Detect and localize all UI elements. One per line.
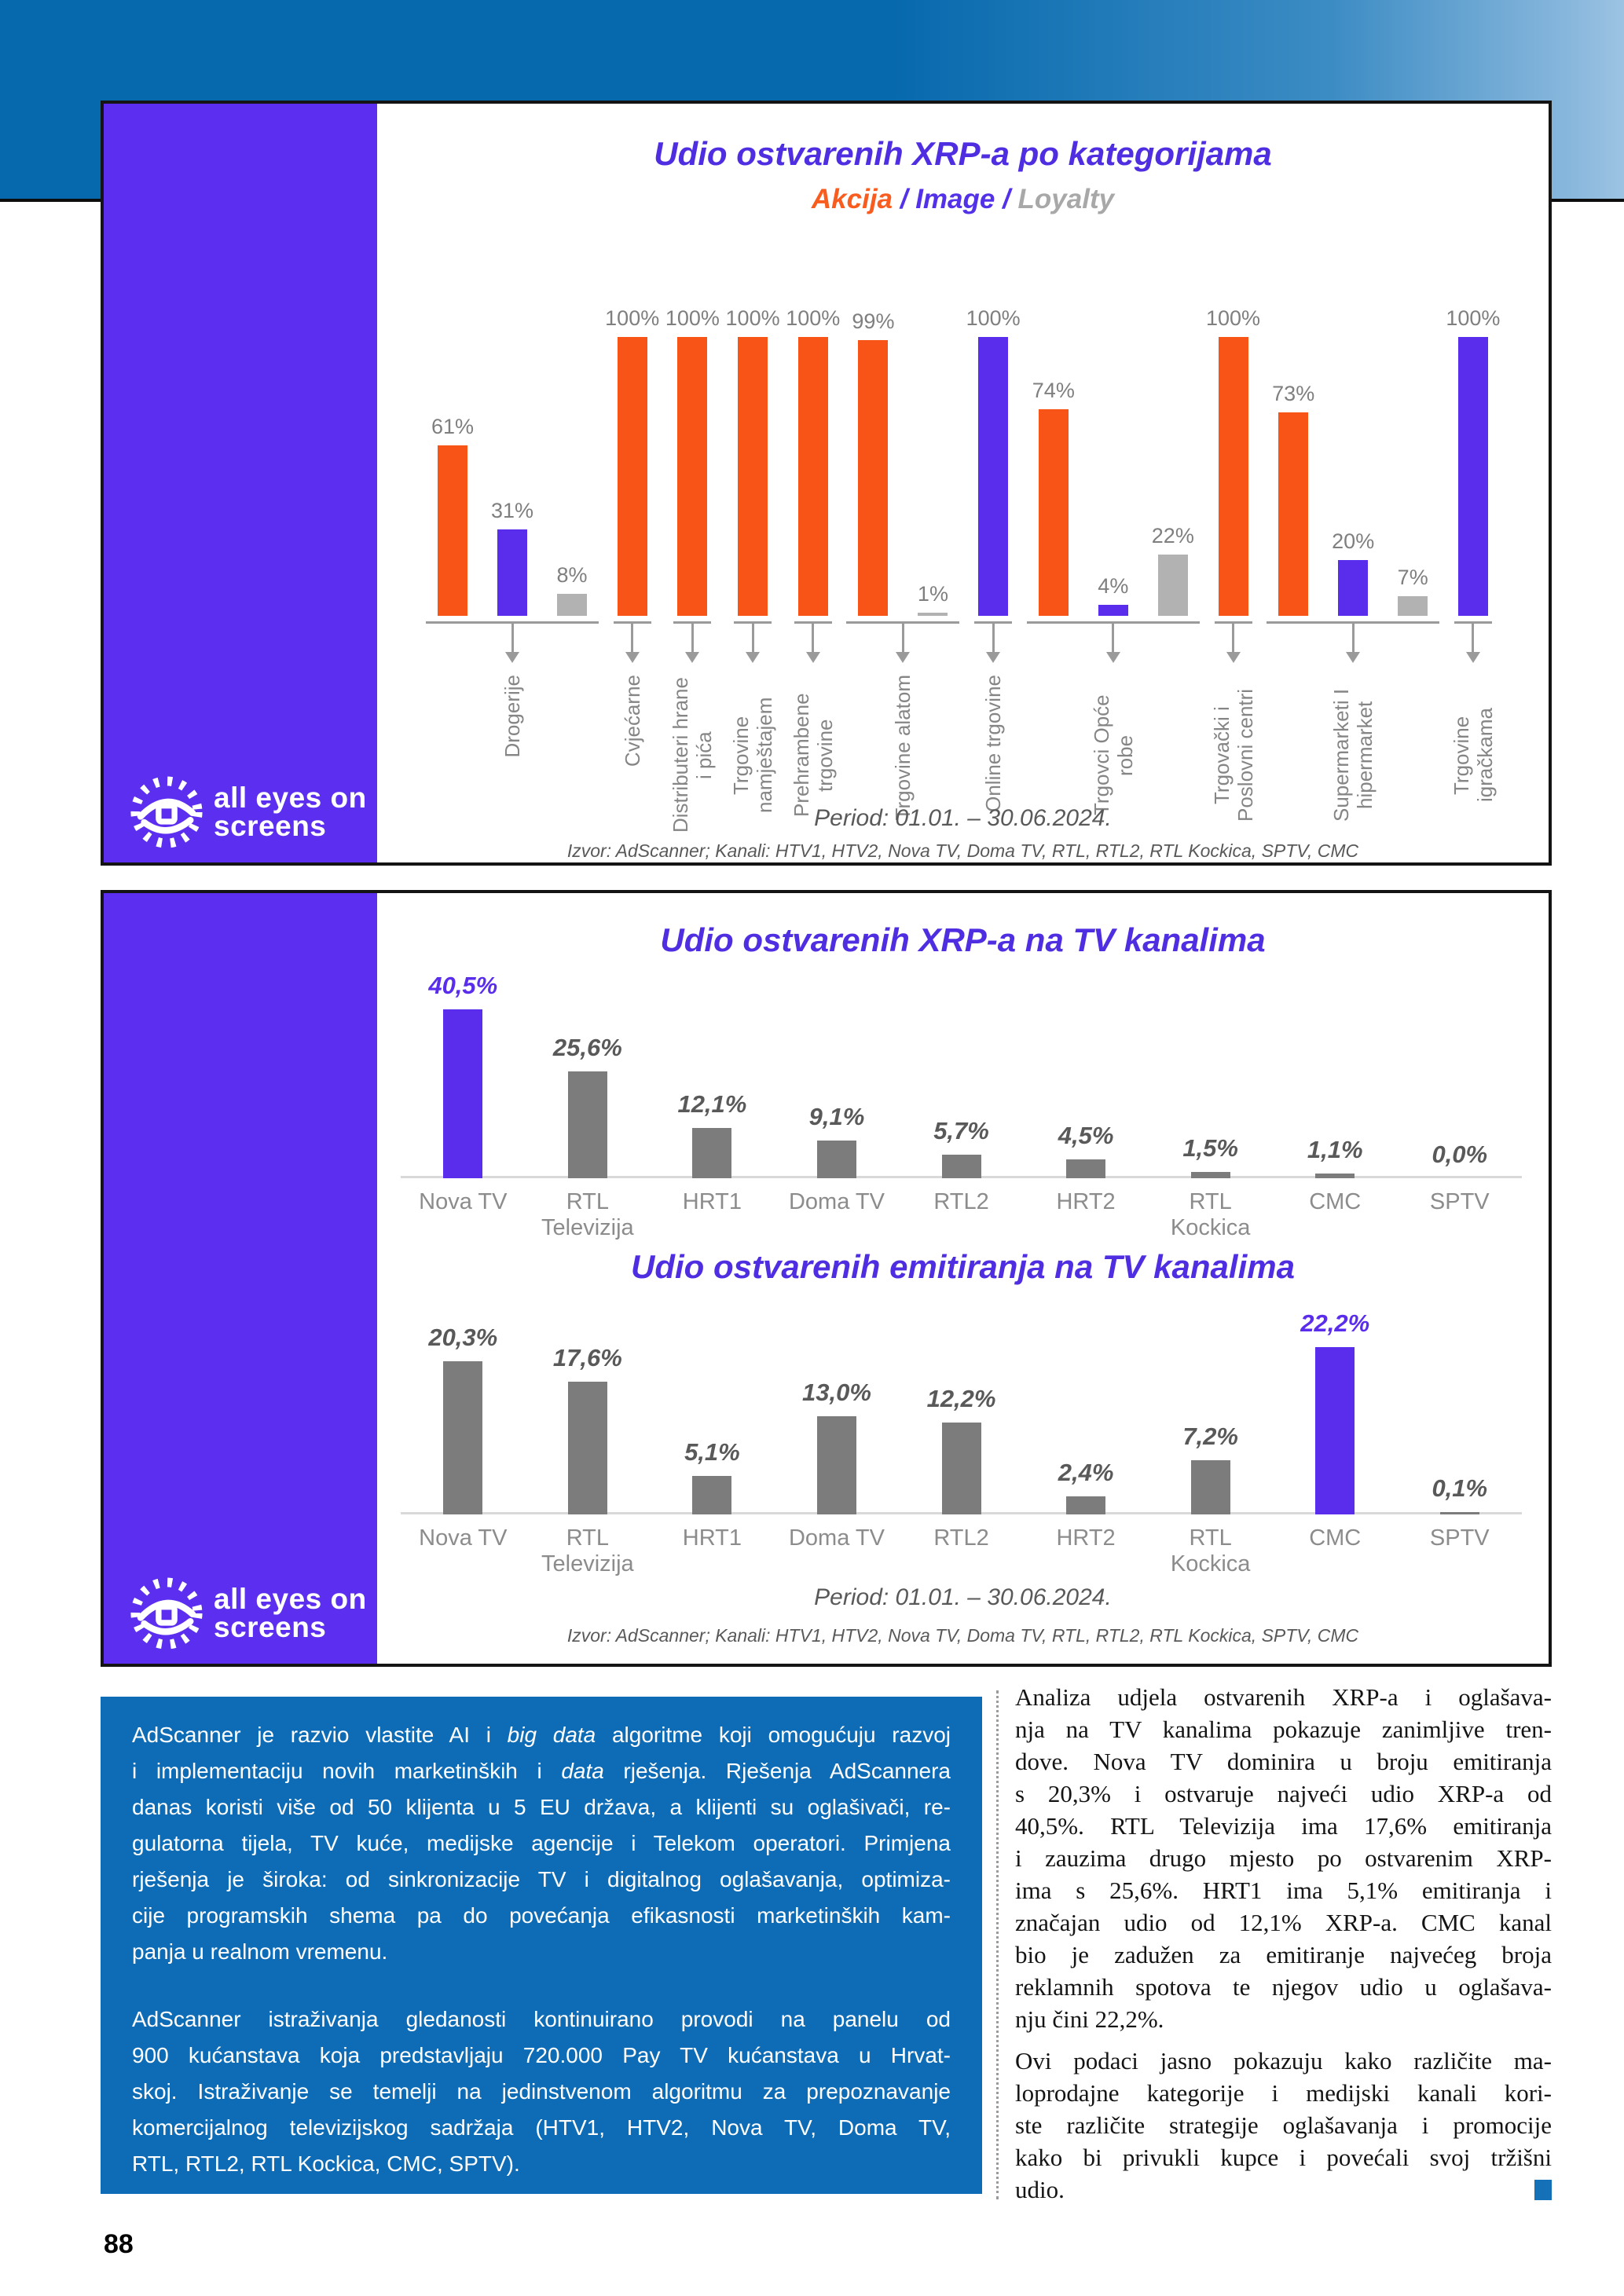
text-segment: algoritme koji omogućuju razvoj (596, 1723, 951, 1747)
bar-loyalty (1398, 596, 1428, 616)
category-label-text: Cvjećarne (620, 675, 644, 767)
text-segment: rješenja. Rješenja AdScannera (603, 1759, 951, 1783)
tv-bar (1440, 1512, 1479, 1514)
legend-part: Image (915, 184, 995, 214)
tv-bar-value-label: 5,1% (684, 1438, 740, 1466)
eye-burst-icon (130, 1577, 203, 1650)
axis-arrow-head (1466, 652, 1480, 663)
bar-value-label: 100% (665, 306, 720, 330)
text-segment: 40,5%. RTL Televizija ima 17,6% emitiranja (1015, 1812, 1552, 1840)
italic-text: big data (507, 1723, 596, 1747)
axis-arrow-stem (511, 624, 514, 652)
tv-bar-value-label: 1,5% (1182, 1134, 1238, 1162)
bar-slot (1024, 333, 1083, 616)
bar-slot (963, 306, 1023, 616)
tv-bar-slot (650, 982, 775, 1178)
tv-channel-label: CMC (1309, 1525, 1362, 1551)
text-segment: RTL, RTL2, RTL Kockica, CMC, SPTV). (132, 2151, 520, 2176)
text-line (1015, 2173, 1552, 2206)
bar-slot (1263, 333, 1323, 616)
bar-slot (603, 306, 662, 616)
axis-arrow-head (625, 652, 640, 663)
bar-loyalty (918, 613, 948, 616)
text-segment: značajan udio od 12,1% XRP-a. CMC kanal (1015, 1909, 1552, 1936)
tv-bar-slot (1024, 1318, 1149, 1514)
text-line (1015, 2077, 1552, 2109)
bar-value-label: 100% (786, 306, 841, 330)
tv-channel-label: Nova TV (419, 1525, 508, 1551)
category-group (723, 306, 783, 844)
paragraph-gap (132, 1970, 951, 2001)
category-axis (423, 621, 602, 672)
text-line (132, 2001, 951, 2038)
tv-bar-slot (526, 1318, 651, 1514)
tv-channel-label: Nova TV (419, 1189, 508, 1214)
category-group-bars (1263, 333, 1443, 616)
text-line (1015, 1939, 1552, 1971)
tv-bar (1191, 1460, 1230, 1514)
broadcast-share-chart-labels (377, 1525, 1545, 1577)
chart2-title: Udio ostvarenih XRP-a na TV kanalima (660, 921, 1266, 958)
tv-bar-value-label: 5,7% (933, 1117, 989, 1144)
tv-channel-label: SPTV (1429, 1189, 1490, 1214)
page-number: 88 (104, 2229, 134, 2259)
text-segment: loprodajne kategorije i medijski kanali kori- (1015, 2079, 1552, 2107)
tv-bar (568, 1071, 607, 1178)
category-group-bars (1443, 306, 1503, 616)
xrp-share-chart (377, 972, 1545, 1178)
bar-value-label: 61% (431, 415, 475, 438)
tv-bar-value-label: 2,4% (1058, 1459, 1114, 1486)
axis-arrow-stem (902, 624, 904, 652)
bar-slot (903, 333, 962, 616)
brand-logo (130, 776, 367, 848)
category-axis (723, 621, 783, 672)
tv-bar-value-label: 9,1% (808, 1103, 865, 1130)
text-segment: danas koristi više od 50 klijenta u 5 EU država, a klijenti su oglašivači, re- (132, 1795, 951, 1819)
text-line (1015, 1810, 1552, 1842)
axis-arrow-head (806, 652, 820, 663)
tv-bar-value-label: 25,6% (552, 1034, 622, 1061)
eye-burst-icon (130, 776, 203, 848)
text-line (1015, 1842, 1552, 1874)
tv-bar (692, 1128, 731, 1178)
tv-channel-label: HRT2 (1056, 1189, 1116, 1214)
bar-value-label: 100% (1446, 306, 1501, 330)
bar-image (1338, 560, 1368, 616)
text-segment: gulatorna tijela, TV kuće, medijske agencije i Telekom operatori. Primjena (132, 1831, 951, 1855)
bar-slot (1443, 306, 1503, 616)
tv-bar-value-label: 40,5% (428, 972, 498, 999)
bar-slot (1383, 333, 1443, 616)
category-group-bars (843, 309, 962, 616)
text-line (1015, 2003, 1552, 2035)
bar-akcija (738, 337, 768, 616)
chart1-legend (377, 184, 1549, 215)
tv-channel-label: Doma TV (788, 1525, 885, 1551)
text-segment: skoj. Istraživanje se temelji na jedinstvenom algoritmu za prepoznavanje (132, 2079, 951, 2104)
brand-wordmark (214, 784, 367, 840)
brand-line-1: all eyes on (214, 1583, 367, 1615)
bar-akcija (858, 340, 888, 616)
bar-value-label: 20% (1332, 529, 1375, 553)
text-line (1015, 1971, 1552, 2003)
bar-value-label: 31% (490, 499, 534, 522)
category-group-bars (783, 306, 843, 616)
text-segment: AdScanner istraživanja gledanosti kontinuirano provodi na panelu od (132, 2007, 951, 2031)
category-group-bars (963, 306, 1023, 616)
chart1-title: Udio ostvarenih XRP-a po kategorijama (654, 135, 1272, 172)
category-axis (1024, 621, 1203, 672)
bar-slot (1083, 333, 1143, 616)
bar-slot (542, 333, 602, 616)
tv-bar (1066, 1159, 1105, 1178)
axis-arrow-head (1226, 652, 1241, 663)
tv-bar-value-label: 22,2% (1300, 1309, 1370, 1337)
dotted-divider (996, 1690, 999, 2199)
tv-bar (443, 1361, 482, 1514)
tv-channel-label: RTL Televizija (541, 1189, 634, 1240)
category-label-text: Online trgovine (981, 675, 1006, 812)
bar-value-label: 1% (917, 582, 948, 606)
bar-akcija (1219, 337, 1248, 616)
tv-channel-label: RTL Kockica (1170, 1189, 1251, 1240)
text-segment: nju čini 22,2%. (1015, 2005, 1164, 2033)
category-group-bars (662, 306, 722, 616)
axis-arrow-stem (631, 624, 633, 652)
category-group (1204, 306, 1263, 844)
text-line (1015, 1745, 1552, 1778)
text-segment: ste različite strategije oglašavanja i promocije (1015, 2111, 1552, 2139)
text-line (1015, 1713, 1552, 1745)
axis-arrow-head (685, 652, 699, 663)
text-segment: udio. (1015, 2176, 1065, 2203)
bar-slot (723, 306, 783, 616)
category-label-text: Prehrambene trgovine (789, 693, 837, 818)
text-line (1015, 2045, 1552, 2077)
bar-slot (662, 306, 722, 616)
brand-logo (130, 1577, 367, 1650)
category-label-text: Drogerije (500, 675, 524, 758)
tv-bar-slot (526, 982, 651, 1178)
tv-bar-slot (1148, 1318, 1273, 1514)
bar-value-label: 4% (1098, 574, 1129, 598)
category-group-bars (1024, 333, 1203, 616)
category-group-bars (423, 333, 602, 616)
text-segment: rješenja je široka: od sinkronizacije TV i digitalnog oglašavanja, optimiza- (132, 1867, 951, 1891)
bar-akcija (798, 337, 828, 616)
tv-bar (1315, 1174, 1355, 1178)
tv-bar-slot (1024, 982, 1149, 1178)
legend-part: Loyalty (1017, 184, 1115, 214)
axis-arrow-head (896, 652, 910, 663)
category-axis (963, 621, 1023, 672)
axis-arrow-head (986, 652, 1000, 663)
tv-bar (443, 1009, 482, 1178)
text-segment: i zauzima drugo mjesto po ostvarenim XRP- (1015, 1844, 1552, 1872)
category-axis (1204, 621, 1263, 672)
category-label-text: Trgovine igračkama (1449, 708, 1497, 803)
category-group (603, 306, 662, 844)
text-segment: bio je zadužen za emitiranje najvećeg broja (1015, 1941, 1552, 1968)
tv-channel-label: HRT1 (682, 1189, 742, 1214)
tv-bar-value-label: 12,2% (926, 1385, 996, 1412)
axis-arrow-stem (812, 624, 814, 652)
category-bar-chart (423, 306, 1503, 844)
period-label: Period: 01.01. – 30.06.2024. (814, 1584, 1112, 1610)
axis-arrow-head (1106, 652, 1120, 663)
text-segment: reklamnih spotova te njegov udio u oglašava- (1015, 1973, 1552, 2001)
bar-akcija (677, 337, 707, 616)
bar-akcija (1039, 409, 1069, 616)
tv-channel-label: HRT1 (682, 1525, 742, 1551)
tv-channel-label: RTL2 (933, 1189, 989, 1214)
category-axis (843, 621, 962, 672)
text-segment: 900 kućanstava koja predstavljaju 720.000 Pay TV kućanstava u Hrvat- (132, 2043, 951, 2067)
tv-channel-label: RTL2 (933, 1525, 989, 1551)
category-axis (1443, 621, 1503, 672)
purple-sidebar (104, 893, 377, 1664)
tv-bar-slot (1148, 982, 1273, 1178)
category-axis (1263, 621, 1443, 672)
tv-bar-slot (401, 1318, 526, 1514)
tv-bar-slot (1273, 982, 1398, 1178)
bar-loyalty (557, 594, 587, 616)
bar-slot (423, 333, 482, 616)
tv-channel-label: RTL Televizija (541, 1525, 634, 1576)
tv-bar-value-label: 17,6% (552, 1344, 622, 1371)
tv-bar-value-label: 13,0% (802, 1379, 871, 1406)
brand-wordmark (214, 1585, 367, 1642)
end-of-article-marker (1534, 2180, 1552, 2200)
bar-value-label: 100% (605, 306, 660, 330)
tv-bar-value-label: 7,2% (1182, 1423, 1238, 1450)
tv-bar (942, 1423, 981, 1514)
category-group (1263, 333, 1443, 844)
axis-arrow-stem (1352, 624, 1355, 652)
tv-bar-value-label: 0,1% (1432, 1474, 1488, 1502)
text-line (1015, 1906, 1552, 1939)
bar-value-label: 7% (1397, 566, 1428, 589)
bar-akcija (618, 337, 647, 616)
text-line (132, 1717, 951, 1753)
bar-image (497, 529, 527, 616)
text-line (132, 1898, 951, 1934)
category-group-bars (723, 306, 783, 616)
category-label-text: Distributeri hrane i pića (669, 677, 717, 833)
category-axis (783, 621, 843, 672)
tv-bar-slot (401, 972, 526, 1178)
text-segment: s 20,3% i ostvaruje najveći udio XRP-a od (1015, 1780, 1552, 1807)
axis-arrow-stem (752, 624, 754, 652)
italic-text: data (561, 1759, 604, 1783)
text-segment: Ovi podaci jasno pokazuju kako različite ma- (1015, 2047, 1552, 2074)
bar-slot (1204, 306, 1263, 616)
tv-bar-slot (899, 982, 1024, 1178)
tv-bar-value-label: 1,1% (1307, 1136, 1363, 1163)
bar-value-label: 99% (852, 309, 895, 333)
tv-bar-slot (775, 982, 900, 1178)
tv-bar-value-label: 4,5% (1058, 1122, 1114, 1149)
bar-akcija (438, 445, 467, 616)
tv-bar-value-label: 12,1% (677, 1090, 747, 1118)
category-group (1024, 333, 1203, 844)
tv-bar (568, 1382, 607, 1514)
category-group (662, 306, 722, 844)
text-line (132, 1789, 951, 1825)
text-line (1015, 1778, 1552, 1810)
category-group (843, 309, 962, 844)
tv-bar (942, 1155, 981, 1178)
tv-bar (1191, 1172, 1230, 1178)
text-segment: komercijalnog televizijskog sadržaja (HTV1, HTV2, Nova TV, Doma TV, (132, 2115, 951, 2140)
bar-loyalty (1158, 555, 1188, 616)
text-segment: panja u realnom vremenu. (132, 1939, 388, 1964)
axis-arrow-stem (1232, 624, 1234, 652)
text-segment: ima s 25,6%. HRT1 ima 5,1% emitiranja i (1015, 1877, 1552, 1904)
text-line (132, 1934, 951, 1970)
text-line (132, 2038, 951, 2074)
axis-arrow-head (505, 652, 519, 663)
brand-line-2: screens (214, 810, 327, 842)
tv-bar-slot (1273, 1309, 1398, 1514)
chart-card-tv-channels (101, 890, 1552, 1667)
chart-card-categories (101, 101, 1552, 866)
xrp-share-chart-labels (377, 1189, 1545, 1241)
tv-channel-label: HRT2 (1056, 1525, 1116, 1551)
text-segment: nja na TV kanalima pokazuje zanimljive tren- (1015, 1716, 1552, 1743)
text-line (132, 1753, 951, 1789)
axis-arrow-stem (992, 624, 995, 652)
bar-akcija (1278, 412, 1308, 616)
tv-bar (817, 1416, 856, 1514)
text-line (132, 2146, 951, 2182)
text-line (1015, 2109, 1552, 2141)
source-label: Izvor: AdScanner; Kanali: HTV1, HTV2, Nova TV, Doma TV, RTL, RTL2, RTL Kockica, SPTV, CMC (566, 840, 1359, 861)
legend-part: Akcija (811, 184, 893, 214)
tv-bar-slot (1398, 982, 1523, 1178)
bar-value-label: 8% (556, 563, 588, 587)
text-line (1015, 1874, 1552, 1906)
tv-channel-label: SPTV (1429, 1525, 1490, 1551)
bar-image (1098, 605, 1128, 616)
category-label-text: Trgovački i Poslovni centri (1209, 688, 1257, 822)
legend-part: / (995, 184, 1018, 214)
category-group (423, 333, 602, 844)
bar-slot (1143, 333, 1203, 616)
bar-image (978, 337, 1008, 616)
axis-arrow-head (746, 652, 760, 663)
text-line (1015, 2141, 1552, 2173)
bar-value-label: 22% (1151, 524, 1194, 547)
text-line (132, 2074, 951, 2110)
category-group-bars (603, 306, 662, 616)
bar-value-label: 73% (1272, 382, 1315, 405)
tv-bar-value-label: 20,3% (428, 1324, 498, 1351)
tv-bar (1066, 1496, 1105, 1514)
about-adscanner-box (101, 1697, 982, 2194)
category-axis (603, 621, 662, 672)
bar-value-label: 100% (725, 306, 780, 330)
category-axis (662, 621, 722, 672)
category-label-text: Trgovine alatom (891, 675, 915, 821)
text-segment: AdScanner je razvio vlastite AI i (132, 1723, 508, 1747)
category-group (1443, 306, 1503, 844)
chart3-title: Udio ostvarenih emitiranja na TV kanalima (631, 1248, 1295, 1285)
bar-value-label: 74% (1032, 379, 1075, 402)
period-label: Period: 01.01. – 30.06.2024. (814, 805, 1112, 831)
category-group (783, 306, 843, 844)
tv-bar-slot (650, 1318, 775, 1514)
axis-arrow-stem (1472, 624, 1474, 652)
tv-bar (692, 1476, 731, 1514)
paragraph-gap (1015, 2035, 1552, 2045)
tv-bar (817, 1141, 856, 1178)
text-line (1015, 1681, 1552, 1713)
text-segment: i implementaciju novih marketinških i (132, 1759, 562, 1783)
tv-bar-slot (1398, 1318, 1523, 1514)
text-line (132, 2110, 951, 2146)
bar-value-label: 100% (966, 306, 1021, 330)
bar-value-label: 100% (1205, 306, 1261, 330)
tv-channel-label: Doma TV (788, 1189, 885, 1214)
category-label-text: Trgovine namještajem (729, 697, 777, 814)
text-segment: kako bi privukli kupce i povećali svoj tržišni (1015, 2144, 1552, 2171)
category-bar-groups (423, 306, 1503, 844)
text-segment: cije programskih shema pa do povećanja efikasnosti marketinških kam- (132, 1903, 951, 1928)
tv-channel-label: RTL Kockica (1170, 1525, 1251, 1576)
legend-part: / (893, 184, 916, 214)
axis-arrow-head (1346, 652, 1360, 663)
purple-sidebar (104, 104, 377, 862)
tv-bar-value-label: 0,0% (1432, 1141, 1488, 1168)
tv-channel-label: CMC (1309, 1189, 1362, 1214)
bar-slot (843, 309, 903, 616)
category-label-text: Supermarketi I hipermarket (1329, 688, 1377, 822)
bar-image (1458, 337, 1488, 616)
text-line (132, 1862, 951, 1898)
analysis-column (1015, 1681, 1552, 2206)
axis-arrow-stem (1112, 624, 1114, 652)
source-label: Izvor: AdScanner; Kanali: HTV1, HTV2, Nova TV, Doma TV, RTL, RTL2, RTL Kockica, SPTV, CMC (566, 1625, 1359, 1646)
text-line (132, 1825, 951, 1862)
category-group (963, 306, 1023, 844)
tv-bar (1315, 1347, 1355, 1514)
bar-slot (783, 306, 843, 616)
text-segment: dove. Nova TV dominira u broju emitiranja (1015, 1748, 1552, 1775)
broadcast-share-chart (377, 1309, 1545, 1514)
brand-line-2: screens (214, 1611, 327, 1643)
tv-bar-slot (775, 1318, 900, 1514)
category-group-bars (1204, 306, 1263, 616)
brand-line-1: all eyes on (214, 782, 367, 814)
category-label-text: Trgovci Opće robe (1089, 694, 1137, 816)
text-line-content (1015, 2173, 1065, 2206)
tv-bar-slot (899, 1318, 1024, 1514)
text-segment: Analiza udjela ostvarenih XRP-a i oglašava- (1015, 1683, 1552, 1711)
axis-arrow-stem (691, 624, 694, 652)
